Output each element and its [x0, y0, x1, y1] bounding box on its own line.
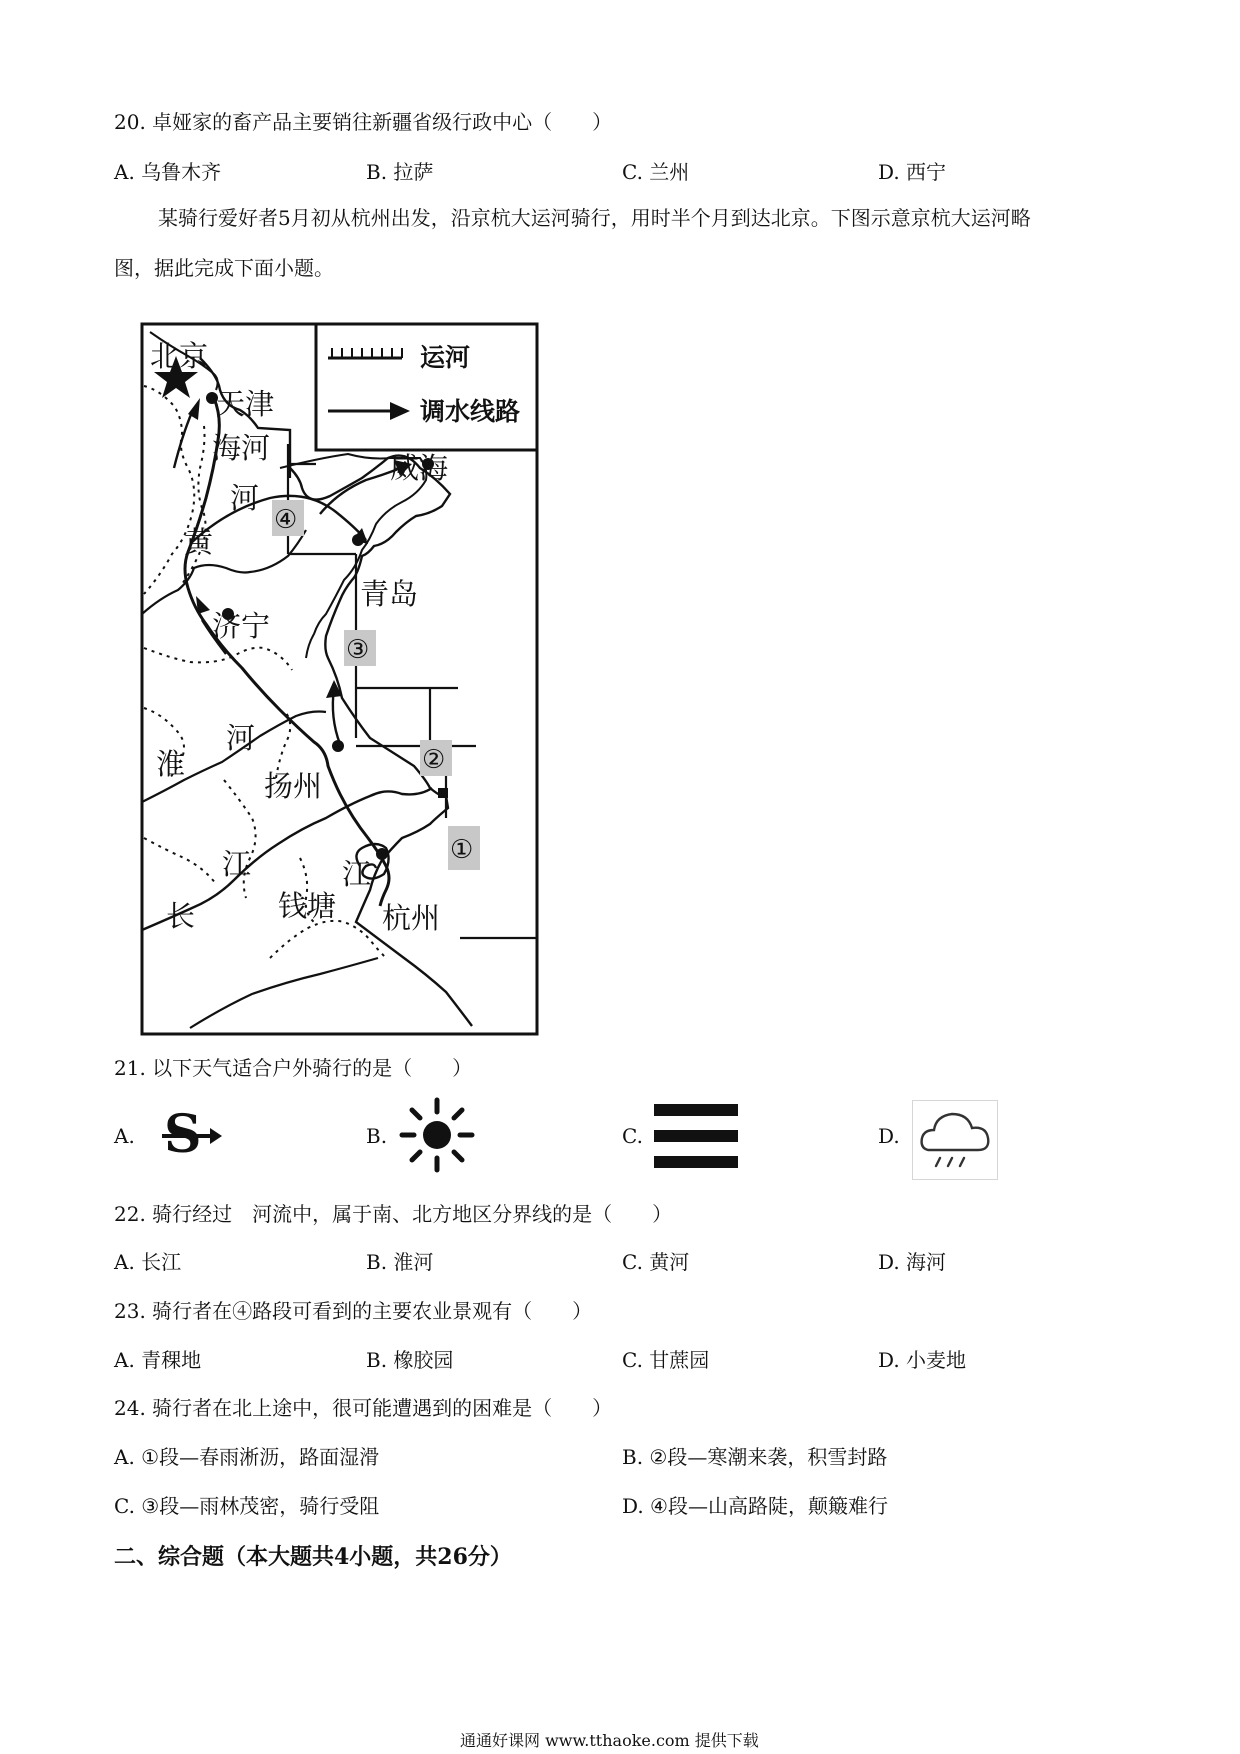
- svg-text:①: ①: [450, 835, 474, 865]
- intro-line-2: 图，据此完成下面小题。: [114, 256, 334, 280]
- q22-option-a: A. 长江: [114, 1250, 182, 1274]
- intro-line-1: 某骑行爱好者5月初从杭州出发，沿京杭大运河骑行，用时半个月到达北京。下图示意京杭大运河略: [158, 206, 1031, 230]
- q21-option-b: B.: [366, 1124, 388, 1148]
- city-hangzhou: 杭州: [382, 901, 441, 935]
- q22-option-d: D. 海河: [878, 1250, 947, 1274]
- city-jining: 济宁: [212, 609, 271, 643]
- segment-marker-1: [448, 826, 480, 870]
- legend-canal-label: 运河: [420, 343, 471, 372]
- sandstorm-icon: [160, 1106, 222, 1162]
- q21-option-c: C.: [622, 1124, 643, 1148]
- q24-stem: 24. 骑行者在北上途中，很可能遭遇到的困难是（ ）: [114, 1396, 613, 1420]
- river-label-he-upper: 河: [230, 481, 260, 515]
- city-yangzhou: 扬州: [264, 769, 323, 803]
- q22-option-c: C. 黄河: [622, 1250, 690, 1274]
- river-label-jiang-1: 江: [222, 847, 252, 881]
- river-label-haihe: 海河: [212, 431, 271, 465]
- q21-option-d: D.: [878, 1124, 900, 1148]
- q23-option-a: A. 青稞地: [114, 1348, 202, 1372]
- river-label-chang: 长: [166, 899, 196, 933]
- segment-marker-4: [272, 500, 304, 536]
- rain-icon: [912, 1100, 998, 1180]
- river-label-qiantang: 钱塘: [278, 889, 337, 923]
- segment-marker-3: [344, 630, 376, 666]
- q24-option-a: A. ①段—春雨淅沥，路面湿滑: [114, 1445, 380, 1469]
- q20-stem: 20. 卓娅家的畜产品主要销往新疆省级行政中心（ ）: [114, 110, 613, 134]
- city-beijing: 北京: [150, 339, 209, 373]
- river-label-huang: 黄: [184, 525, 214, 559]
- q20-option-a: A. 乌鲁木齐: [114, 160, 222, 184]
- city-qingdao: 青岛: [360, 577, 419, 611]
- legend-water-route-label: 调水线路: [420, 397, 521, 426]
- yellow-river: [142, 530, 306, 614]
- city-weihai: 威海: [390, 451, 449, 485]
- q23-option-c: C. 甘蔗园: [622, 1348, 710, 1372]
- q24-option-b: B. ②段—寒潮来袭，积雪封路: [622, 1445, 888, 1469]
- footer-text: 通通好课网 www.tthaoke.com 提供下载: [460, 1731, 759, 1750]
- segment-marker-2: [420, 740, 452, 776]
- river-label-huai: 淮: [156, 747, 186, 781]
- q23-option-b: B. 橡胶园: [366, 1348, 454, 1372]
- grand-canal-map: [130, 318, 550, 1038]
- svg-text:②: ②: [422, 745, 446, 775]
- sunny-icon: [398, 1096, 476, 1174]
- river-label-jiang-2: 江: [342, 857, 372, 891]
- q22-option-b: B. 淮河: [366, 1250, 434, 1274]
- fog-icon: [652, 1102, 740, 1172]
- q24-option-d: D. ④段—山高路陡，颠簸难行: [622, 1494, 888, 1518]
- q22-stem: 22. 骑行经过 河流中，属于南、北方地区分界线的是（ ）: [114, 1202, 673, 1226]
- river-label-he-lower: 河: [226, 721, 256, 755]
- svg-text:④: ④: [274, 505, 298, 535]
- q24-option-c: C. ③段—雨林茂密，骑行受阻: [114, 1494, 380, 1518]
- city-tianjin: 天津: [216, 387, 275, 421]
- q21-stem: 21. 以下天气适合户外骑行的是（ ）: [114, 1056, 473, 1080]
- q20-option-d: D. 西宁: [878, 160, 947, 184]
- map-legend: [316, 324, 537, 450]
- q23-option-d: D. 小麦地: [878, 1348, 967, 1372]
- section2-title: 二、综合题（本大题共4小题，共26分）: [114, 1544, 512, 1570]
- svg-text:S: S: [164, 1106, 202, 1162]
- q21-option-a: A.: [114, 1124, 135, 1148]
- q20-option-c: C. 兰州: [622, 160, 690, 184]
- qiantang-river: [190, 958, 378, 1028]
- q23-stem: 23. 骑行者在④路段可看到的主要农业景观有（ ）: [114, 1299, 593, 1323]
- q20-option-b: B. 拉萨: [366, 160, 434, 184]
- svg-text:③: ③: [346, 635, 370, 665]
